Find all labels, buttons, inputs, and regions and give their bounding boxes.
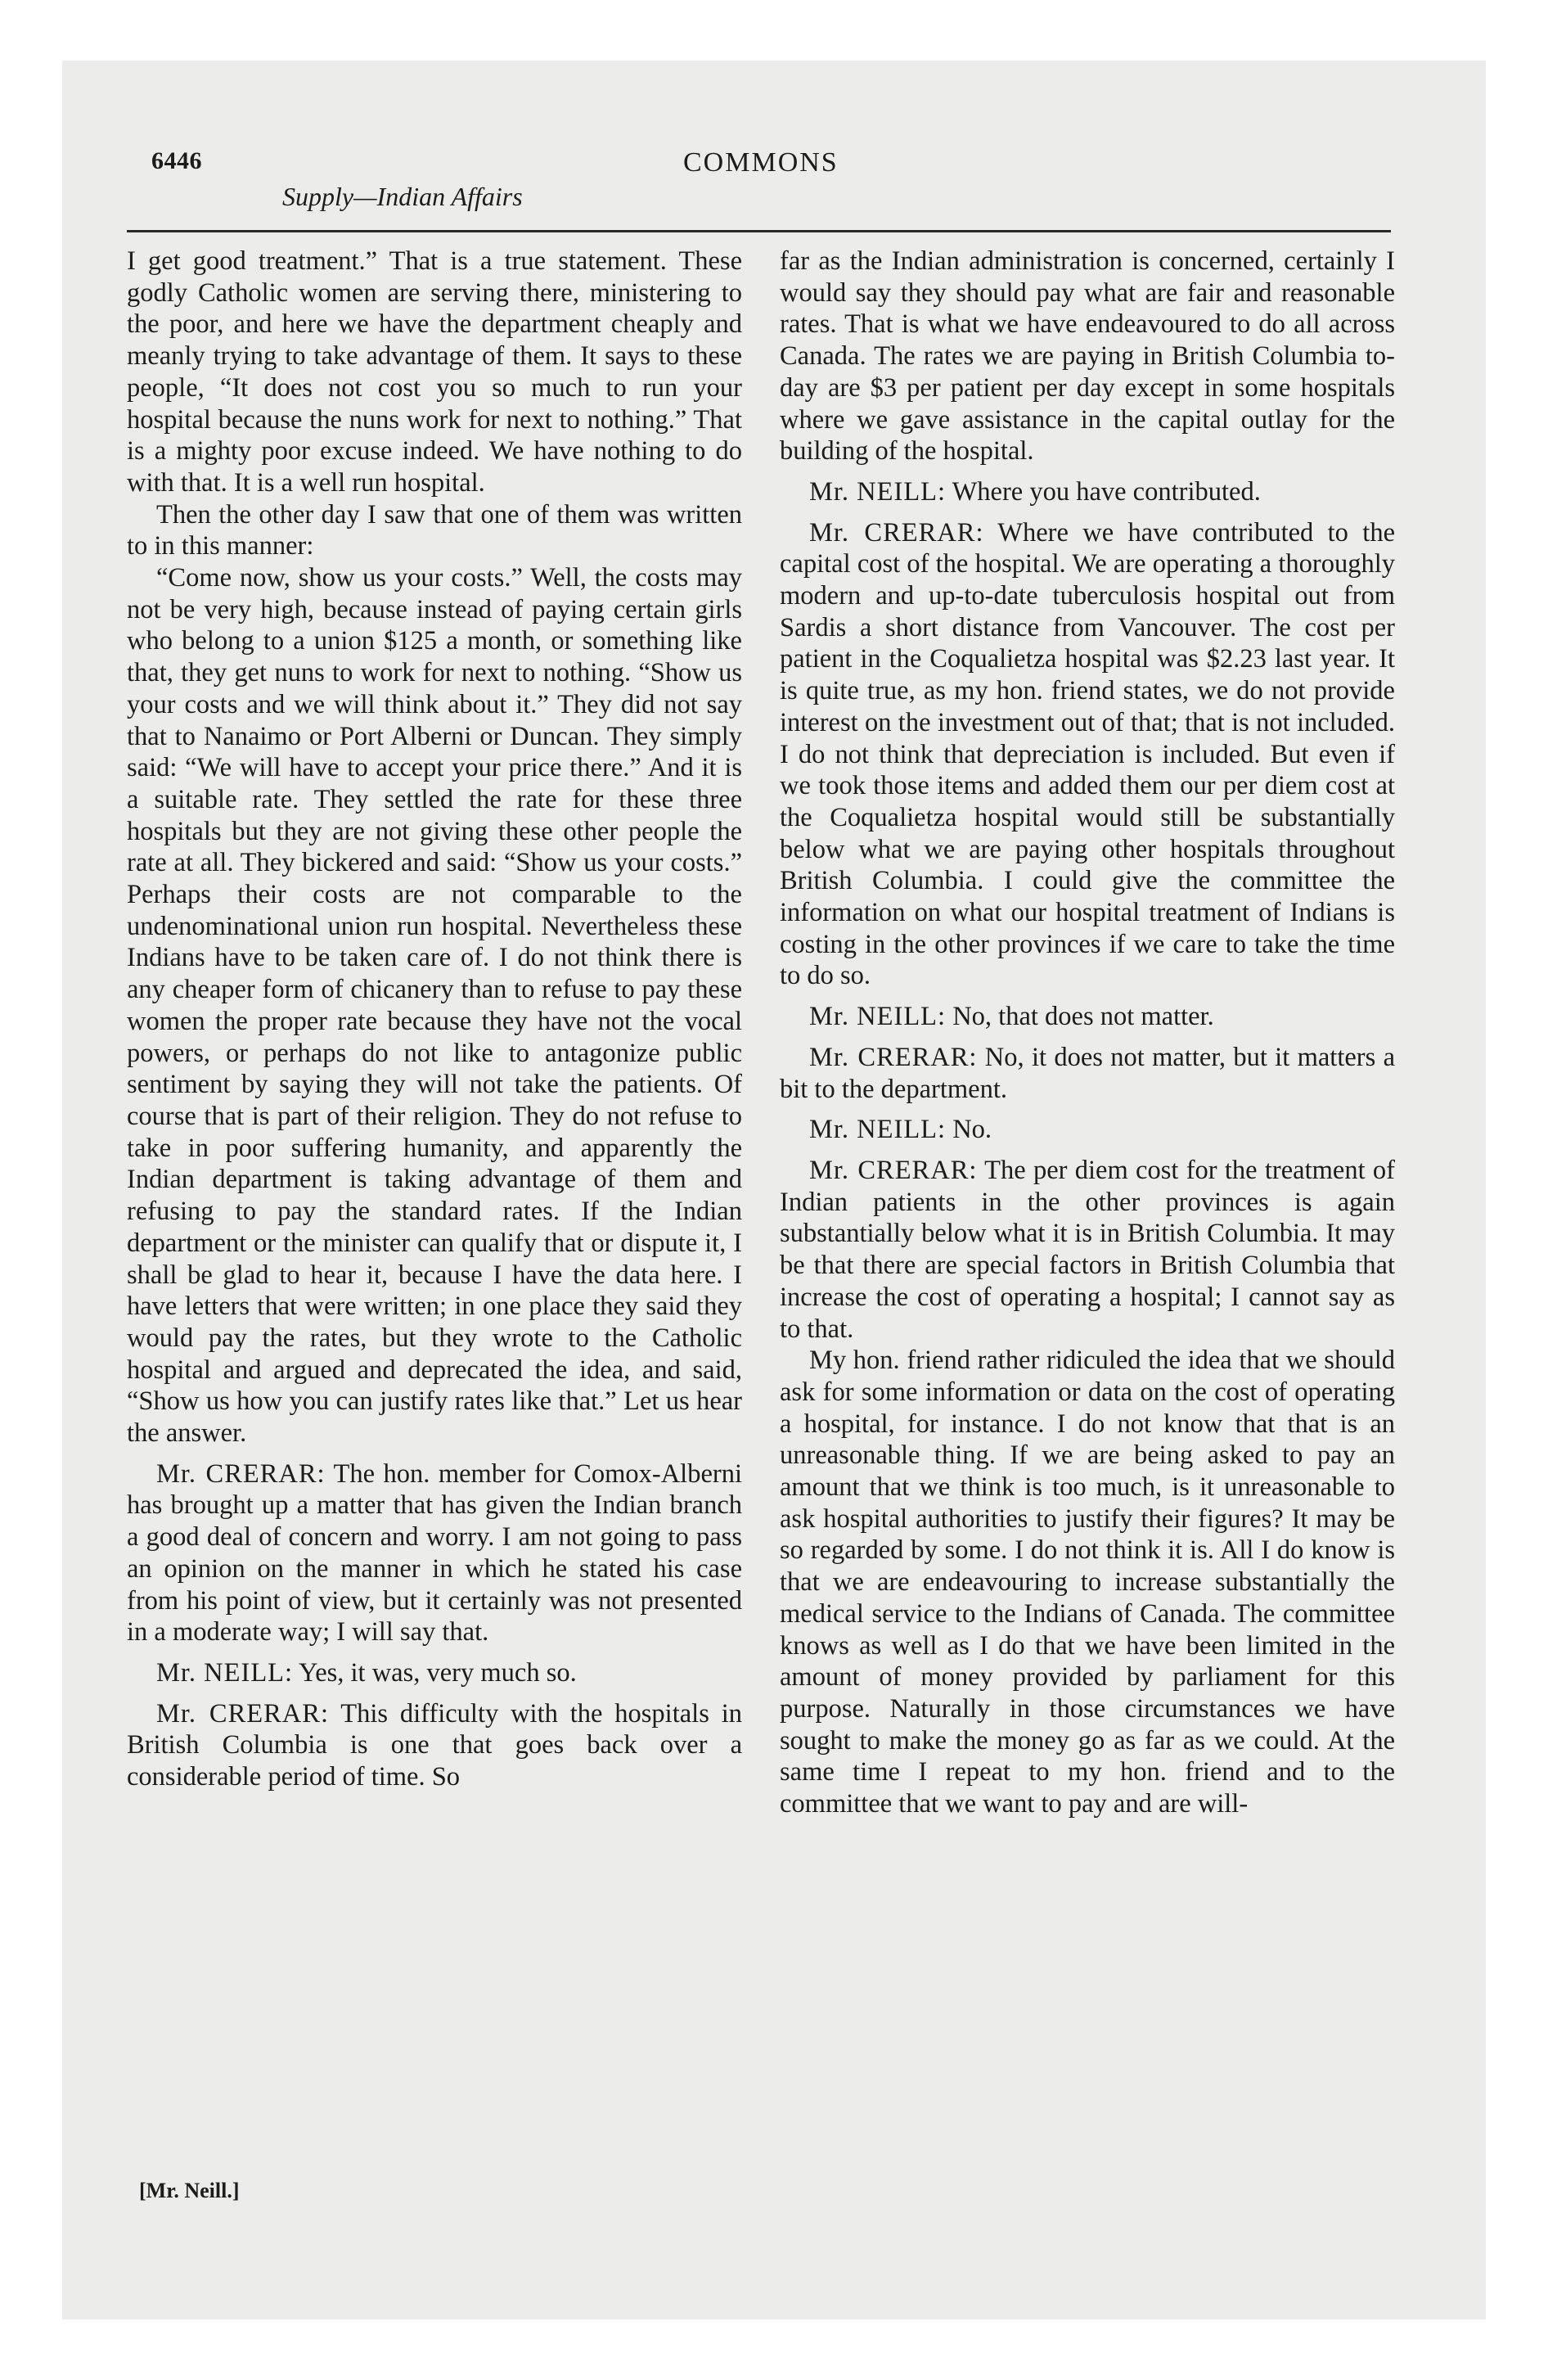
speech-paragraph bbox=[127, 1458, 742, 1648]
paragraph-text: No, that does not matter. bbox=[952, 1002, 1214, 1032]
paragraph-text: I get good treatment.” That is a true statement. These godly Catholic women are serving there, ministering to the poor, and here we have the department cheaply and meanly trying to take advantage of them. It says to these people, “It does not cost you so much to run your hospital because the nuns work for next to nothing.” That is a mighty poor excuse indeed. We have nothing to do with that. It is a well run hospital. bbox=[127, 246, 742, 498]
speaker-name: Mr. NEILL: bbox=[156, 1657, 294, 1688]
speaker-name: Mr. NEILL: bbox=[809, 1002, 947, 1032]
running-head: COMMONS bbox=[683, 147, 839, 178]
paragraph-text: This difficulty with the hospitals in British Columbia is one that goes back over a considerable period of time. So bbox=[127, 1698, 742, 1792]
speaker-name: Mr. CRERAR: bbox=[809, 517, 984, 548]
paragraph-text: Then the other day I saw that one of them was written to in this manner: bbox=[127, 499, 742, 561]
right-column bbox=[780, 246, 1395, 1820]
paragraph-text: far as the Indian administration is concerned, certainly I would say they should pay what are fair and reasonable rates. That is what we have endeavoured to do all across Canada. The rates we are paying in British Columbia to-day are $3 per patient per day except in some hospitals where we gave assistance in the capital outlay for the building of the hospital. bbox=[780, 246, 1395, 467]
speaker-name: Mr. CRERAR: bbox=[809, 1042, 978, 1072]
speech-paragraph bbox=[127, 1698, 742, 1793]
paragraph-text: The hon. member for Comox-Alberni has brought up a matter that has given the Indian branch a good deal of concern and worry. I am not going to pass an opinion on the manner in which he stated his case from his point of view, but it certainly was not presented in a moderate way; I will say that. bbox=[127, 1458, 742, 1648]
paragraph-text: “Come now, show us your costs.” Well, the costs may not be very high, because instead of paying certain girls who belong to a union $125 a month, or something like that, they get nuns to work for next to nothing. “Show us your costs and we will think about it.” They did not say that to Nanaimo or Port Alberni or Duncan. They simply said: “We will have to accept your price there.” And it is a suitable rate. They settled the rate for these three hospitals but they are not giving these other people the rate at all. They bickered and said: “Show us your costs.” Perhaps their costs are not comparable to the undenominational union run hospital. Nevertheless these Indians have to be taken care of. I do not think there is any cheaper form of chicanery than to refuse to pay these women the proper rate because they have not the vocal powers, or perhaps do not like to antagonize public sentiment by saying they will not take the patients. Of course that is part of their religion. They do not refuse to take in poor suffering humanity, and apparently the Indian department is taking advantage of them and refusing to pay the standard rates. If the Indian department or the minister can qualify that or dispute it, I shall be glad to hear it, because I have the data here. I have letters that were written; in one place they said they would pay the rates, but they wrote to the Catholic hospital and argued and deprecated the idea, and said, “Show us how you can justify rates like that.” Let us hear the answer. bbox=[127, 563, 742, 1449]
paragraph-text: The per diem cost for the treatment of Indian patients in the other provinces is again substantially below what it is in British Columbia. It may be that there are special factors in British Columbia that increase the cost of operating a hospital; I cannot say as to that. bbox=[780, 1155, 1395, 1344]
paragraph-text: No. bbox=[952, 1115, 992, 1145]
paragraph-text: Where we have contributed to the capital cost of the hospital. We are operating a thoroughly modern and up-to-date tuberculosis hospital out from Sardis a short distance from Vancouver. The cost per patient in the Coqualietza hospital was $2.23 last year. It is quite true, as my hon. friend states, we do not provide interest on the investment out of that; that is not included. I do not think that depreciation is included. But even if we took those items and added them our per diem cost at the Coqualietza hospital would still be substantially below what we are paying other hospitals throughout British Columbia. I could give the committee the information on what our hospital treatment of Indians is costing in the other provinces if we care to take the time to do so. bbox=[780, 517, 1395, 991]
speech-paragraph bbox=[780, 476, 1395, 508]
speech-paragraph bbox=[780, 1001, 1395, 1033]
paragraph bbox=[780, 246, 1395, 467]
paragraph bbox=[127, 499, 742, 562]
paragraph-text: My hon. friend rather ridiculed the idea that we should ask for some information or data on the cost of operating a hospital, for instance. I do not know that that is an unreasonable thing. If we are being asked to pay an amount that we think is too much, is it unreasonable to ask hospital authorities to justify their figures? It may be so regarded by some. I do not think it is. All I do know is that we are endeavouring to increase substantially the medical service to the Indians of Canada. The committee knows as well as I do that we have been limited in the amount of money provided by parliament for this purpose. Naturally in those circumstances we have sought to make the money go as far as we could. At the same time I repeat to my hon. friend and to the committee that we want to pay and are will- bbox=[780, 1346, 1395, 1819]
paragraph-text: Where you have contributed. bbox=[952, 476, 1261, 507]
speaker-name: Mr. NEILL: bbox=[809, 1115, 947, 1145]
speech-paragraph bbox=[780, 1042, 1395, 1105]
paragraph bbox=[780, 1345, 1395, 1820]
section-title: Supply—Indian Affairs bbox=[282, 182, 523, 211]
speaker-name: Mr. NEILL: bbox=[809, 476, 947, 507]
page-number: 6446 bbox=[151, 147, 202, 174]
speaker-footnote: [Mr. Neill.] bbox=[139, 2179, 240, 2202]
speaker-name: Mr. CRERAR: bbox=[809, 1155, 978, 1185]
speaker-name: Mr. CRERAR: bbox=[156, 1458, 326, 1489]
speech-paragraph bbox=[780, 1155, 1395, 1345]
paragraph bbox=[127, 562, 742, 1449]
paragraph-text: No, it does not matter, but it matters a bit to the department. bbox=[780, 1042, 1395, 1104]
speech-paragraph bbox=[127, 1657, 742, 1689]
left-column bbox=[127, 246, 742, 1793]
speaker-name: Mr. CRERAR: bbox=[156, 1698, 329, 1729]
paragraph-text: Yes, it was, very much so. bbox=[298, 1657, 577, 1688]
speech-paragraph bbox=[780, 517, 1395, 993]
paragraph bbox=[127, 246, 742, 499]
header-rule bbox=[127, 230, 1391, 232]
speech-paragraph bbox=[780, 1114, 1395, 1146]
